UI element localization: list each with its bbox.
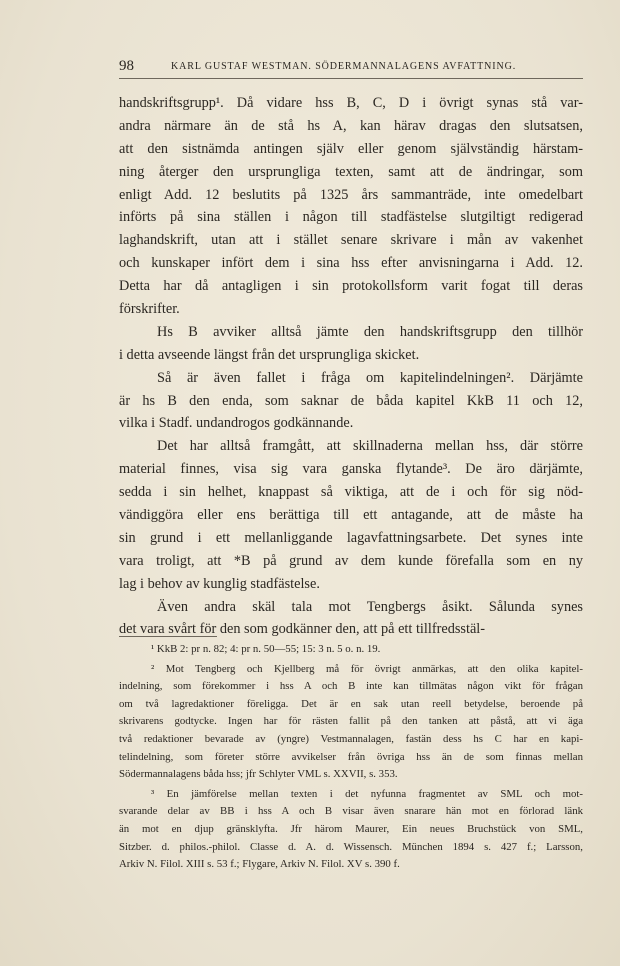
text-line: och kunskaper infört dem i sina hss efter anvisningarna i Add. 12.	[119, 255, 583, 272]
footnote-line: än mot en djup gränsklyfta. Jfr härom Maurer, Ein neues Bruchstück von SML,	[119, 822, 583, 835]
footnote-line: Arkiv N. Filol. XIII s. 53 f.; Flygare, Arkiv N. Filol. XV s. 390 f.	[119, 858, 400, 871]
page-number: 98	[119, 58, 134, 74]
paragraph	[119, 321, 583, 367]
footnotes	[119, 641, 583, 876]
text-line: i detta avseende längst från det ursprungliga skicket.	[119, 346, 420, 363]
footnote-line: ² Mot Tengberg och Kjellberg må för övrigt anmärkas, att den olika kapitel-	[151, 662, 583, 675]
footnote-line: ¹ KkB 2: pr n. 82; 4: pr n. 50—55; 15: 3 n. 5 o. n. 19.	[151, 643, 381, 655]
footnote-line: om två lagredaktioner föreligga. Det är en sak utan reell betydelse, beroende på	[119, 697, 583, 710]
footnote-line: indelning, som förekommer i hss A och B inte kan tillmätas någon vikt för frågan	[119, 680, 583, 693]
text-line: sedda i sin helhet, knappast så viktiga, att de i och för sig nöd-	[119, 484, 583, 501]
footnote-rule	[119, 636, 217, 637]
text-line: lag i behov av kunglig stadfästelse.	[119, 575, 320, 592]
text-line: vara troligt, att *B på grund av dem kunde förefalla som en ny	[119, 552, 583, 569]
text-line: vilka i Stadf. undandrogos godkännande.	[119, 415, 354, 432]
text-line: det vara svårt för den som godkänner den, att på ett tillfredsstäl-	[119, 621, 486, 638]
text-line: Det har alltså framgått, att skillnaderna mellan hss, där större	[157, 438, 583, 455]
footnote-line: svarande delar av BB i hss A och B visar även snarare hän mot en förlorad länk	[119, 805, 583, 818]
footnote-line: telindelning, som företer större avvikelser från övriga hss än de som finnas mellan	[119, 750, 583, 763]
page-header	[119, 58, 583, 79]
paragraph	[119, 367, 583, 436]
text-line: handskriftsgrupp¹. Då vidare hss B, C, D i övrigt synas stå var-	[119, 95, 583, 111]
footnote	[119, 661, 583, 784]
text-line: Även andra skäl tala mot Tengbergs åsikt. Sålunda synes	[157, 598, 583, 615]
text-line: sin grund i ett mellanliggande lagavfattningsarbete. Det synes inte	[119, 529, 583, 546]
footnote	[119, 786, 583, 874]
footnote-line: Sitzber. d. philos.-philol. Classe d. A. d. Wissensch. München 1894 s. 427 f.; Larsson,	[119, 840, 583, 853]
text-line: enligt Add. 12 beslutits på 1325 års sammanträde, inte omedelbart	[119, 186, 583, 203]
text-line: ning återger den ursprungliga texten, samt att de ändringar, som	[119, 163, 583, 180]
body-text	[119, 92, 583, 641]
text-line: Detta har då antagligen i sin protokollsform varit fogat till deras	[119, 278, 583, 295]
paragraph	[119, 435, 583, 595]
footnote-line: två redaktioner bevarade av (yngre) Vestmannalagen, fastän dess hs C har en kapi-	[119, 732, 583, 745]
text-line: andra närmare än de stå hs A, kan härav dragas den slutsatsen,	[119, 117, 583, 134]
text-line: Så är även fallet i fråga om kapitelindelningen². Därjämte	[157, 369, 583, 386]
paragraph	[119, 596, 583, 642]
running-head: KARL GUSTAF WESTMAN. SÖDERMANNALAGENS AVFATTNING.	[171, 61, 517, 72]
text-line: förskrifter.	[119, 301, 180, 318]
paragraph	[119, 92, 583, 321]
text-line: vändiggöra eller ens berättiga till ett antagande, att de måste ha	[119, 507, 583, 524]
footnote-line: Södermannalagens båda hss; jfr Schlyter VML s. XXVII, s. 353.	[119, 768, 398, 781]
footnote-line: ³ En jämförelse mellan texten i det nyfunna fragmentet av SML och mot-	[151, 787, 583, 800]
text-line: laghandskrift, utan att i stället senare skrivare i mån av vakenhet	[119, 232, 583, 249]
text-line: Hs B avviker alltså jämte den handskriftsgrupp den tillhör	[157, 323, 583, 340]
footnote-line: skrivarens godtycke. Ingen har för rästen fallit på den tanken att påstå, att vi äga	[119, 715, 583, 728]
text-line: att den sistnämda antingen själv eller genom självständig härstam-	[119, 140, 583, 157]
text-line: material finnes, visa sig vara ganska flytande³. De äro därjämte,	[119, 461, 583, 478]
text-line: är hs B den enda, som saknar de båda kapitel KkB 11 och 12,	[119, 392, 583, 409]
text-line: införts på sina ställen i någon till stadfästelse slutgiltigt redigerad	[119, 209, 583, 226]
footnote	[119, 641, 583, 659]
